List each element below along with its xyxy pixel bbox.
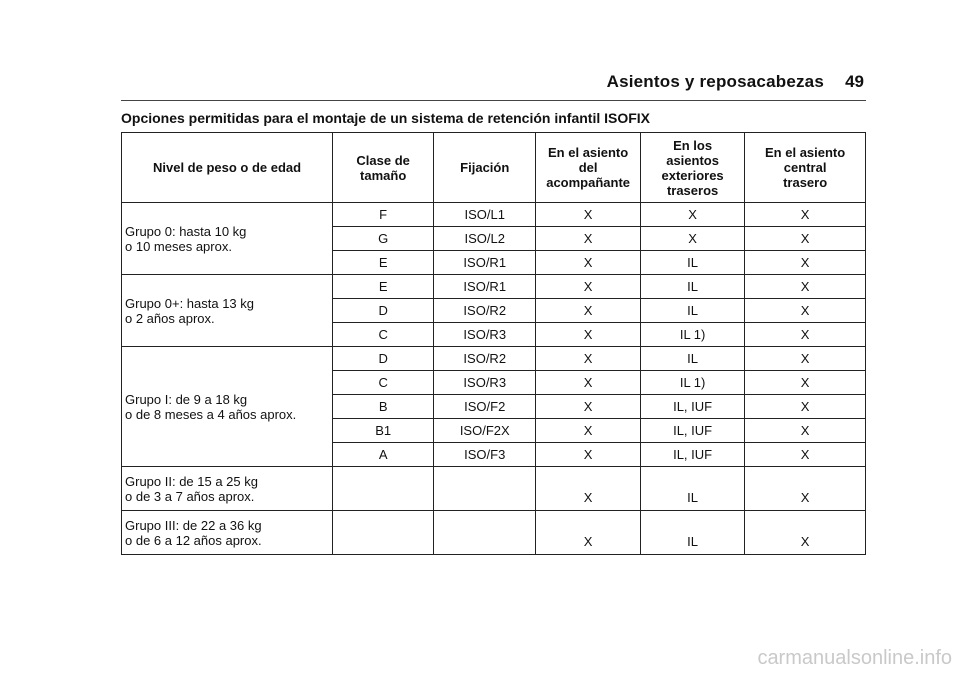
cell-outboard: X (640, 227, 744, 251)
cell-outboard: IL 1) (640, 371, 744, 395)
cell-center: X (745, 323, 866, 347)
cell-center: X (745, 511, 866, 555)
cell-fixture: ISO/R2 (434, 347, 536, 371)
watermark: carmanualsonline.info (757, 647, 952, 669)
cell-outboard: IL 1) (640, 323, 744, 347)
group-0plus-label: Grupo 0+: hasta 13 kg o 2 años aprox. (122, 275, 333, 347)
cell-size-class: D (333, 299, 434, 323)
table-row (122, 275, 866, 299)
cell-outboard: IL (640, 467, 744, 511)
cell-size-class: E (333, 251, 434, 275)
cell-size-class: C (333, 323, 434, 347)
cell-size-class: G (333, 227, 434, 251)
header-rear-outboard: En los asientos exteriores traseros (640, 133, 744, 203)
cell-fixture: ISO/F2X (434, 419, 536, 443)
cell-outboard: IL (640, 511, 744, 555)
cell-front: X (536, 323, 641, 347)
cell-fixture: ISO/R3 (434, 371, 536, 395)
page-number: 49 (845, 72, 864, 91)
cell-fixture: ISO/R1 (434, 275, 536, 299)
cell-fixture (434, 467, 536, 511)
cell-center: X (745, 275, 866, 299)
group-3-label: Grupo III: de 22 a 36 kg o de 6 a 12 años aprox. (122, 511, 333, 555)
cell-front: X (536, 251, 641, 275)
table-row (122, 203, 866, 227)
cell-front: X (536, 275, 641, 299)
table-row (122, 467, 866, 511)
header-front-passenger: En el asiento del acompañante (536, 133, 641, 203)
cell-center: X (745, 443, 866, 467)
cell-fixture: ISO/R2 (434, 299, 536, 323)
cell-outboard: IL (640, 299, 744, 323)
group-0-label: Grupo 0: hasta 10 kg o 10 meses aprox. (122, 203, 333, 275)
cell-front: X (536, 395, 641, 419)
header-weight-group: Nivel de peso o de edad (122, 133, 333, 203)
cell-front: X (536, 227, 641, 251)
cell-size-class: A (333, 443, 434, 467)
header-rear-center: En el asiento central trasero (745, 133, 866, 203)
cell-outboard: X (640, 203, 744, 227)
cell-outboard: IL, IUF (640, 395, 744, 419)
cell-fixture (434, 511, 536, 555)
cell-size-class: E (333, 275, 434, 299)
cell-outboard: IL (640, 347, 744, 371)
cell-front: X (536, 443, 641, 467)
cell-size-class: C (333, 371, 434, 395)
cell-center: X (745, 347, 866, 371)
cell-center: X (745, 251, 866, 275)
header-size-class: Clase de tamaño (333, 133, 434, 203)
cell-outboard: IL (640, 275, 744, 299)
cell-front: X (536, 203, 641, 227)
cell-fixture: ISO/L1 (434, 203, 536, 227)
cell-center: X (745, 203, 866, 227)
cell-fixture: ISO/F2 (434, 395, 536, 419)
cell-fixture: ISO/R1 (434, 251, 536, 275)
cell-center: X (745, 395, 866, 419)
table-row (122, 511, 866, 555)
group-1-label: Grupo I: de 9 a 18 kg o de 8 meses a 4 años aprox. (122, 347, 333, 467)
cell-center: X (745, 419, 866, 443)
header-fixture: Fijación (434, 133, 536, 203)
cell-center: X (745, 467, 866, 511)
cell-size-class (333, 511, 434, 555)
cell-fixture: ISO/F3 (434, 443, 536, 467)
cell-center: X (745, 299, 866, 323)
cell-fixture: ISO/R3 (434, 323, 536, 347)
section-title: Asientos y reposacabezas (606, 72, 824, 91)
cell-center: X (745, 371, 866, 395)
cell-fixture: ISO/L2 (434, 227, 536, 251)
table-header-row (122, 133, 866, 203)
cell-center: X (745, 227, 866, 251)
cell-size-class (333, 467, 434, 511)
table-title: Opciones permitidas para el montaje de un sistema de retención infantil ISOFIX (121, 110, 651, 126)
cell-front: X (536, 347, 641, 371)
isofix-table (121, 132, 866, 555)
cell-size-class: F (333, 203, 434, 227)
cell-outboard: IL, IUF (640, 419, 744, 443)
cell-front: X (536, 371, 641, 395)
cell-size-class: B1 (333, 419, 434, 443)
cell-outboard: IL (640, 251, 744, 275)
table-row (122, 347, 866, 371)
cell-size-class: B (333, 395, 434, 419)
cell-front: X (536, 467, 641, 511)
cell-front: X (536, 511, 641, 555)
group-2-label: Grupo II: de 15 a 25 kg o de 3 a 7 años aprox. (122, 467, 333, 511)
cell-outboard: IL, IUF (640, 443, 744, 467)
cell-size-class: D (333, 347, 434, 371)
cell-front: X (536, 299, 641, 323)
cell-front: X (536, 419, 641, 443)
page-header (121, 70, 866, 101)
